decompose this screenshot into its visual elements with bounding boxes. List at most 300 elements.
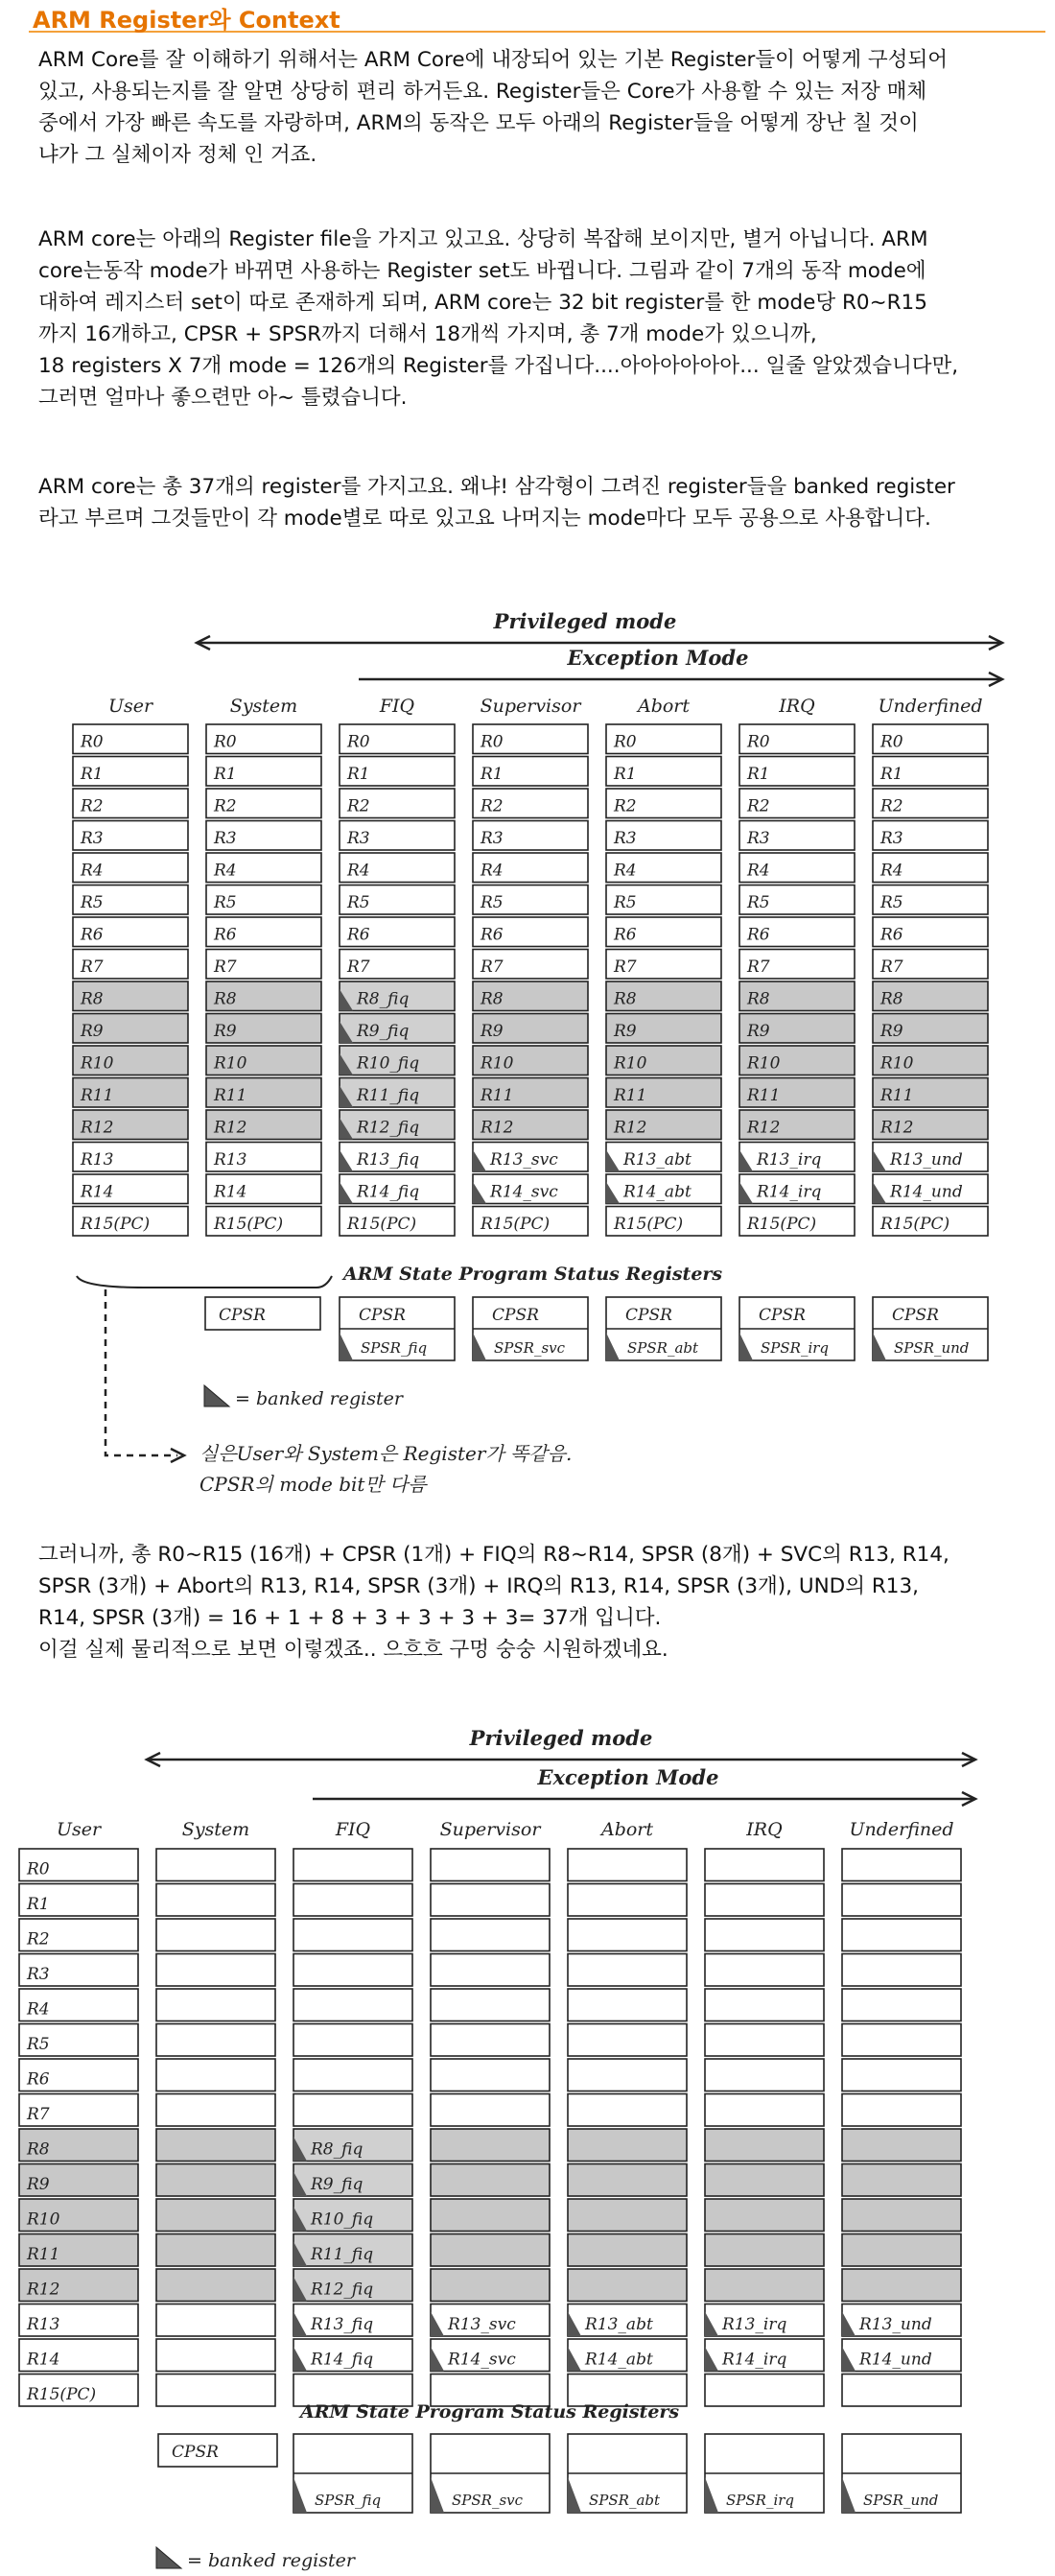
register-cell: [842, 2129, 961, 2162]
register-label: R12_fiq: [311, 2280, 374, 2300]
register-cell: [705, 1989, 824, 2021]
register-cell: [156, 1884, 275, 1917]
psr-group-2: [568, 2434, 687, 2513]
psr-group-3: [705, 2434, 824, 2513]
exception-mode-arrow: [359, 673, 1002, 686]
register-label: R5: [880, 893, 903, 912]
register-column-supervisor: [473, 724, 588, 1236]
register-cell: [431, 1884, 550, 1917]
register-column-system: [206, 724, 321, 1236]
register-label: R8: [481, 989, 504, 1009]
register-label: R8: [214, 989, 237, 1009]
register-cell: [705, 2375, 824, 2407]
register-diagram-physical-svg: [0, 1722, 1055, 2576]
register-cell: [842, 2269, 961, 2302]
note-dashed-arrow: [106, 1289, 177, 1455]
register-label: R5: [27, 2035, 50, 2054]
legend-triangle: [156, 2547, 181, 2568]
register-column-user: [19, 1849, 138, 2406]
register-label: R10: [747, 1053, 781, 1074]
register-cell: [568, 1954, 687, 1987]
register-cell: [293, 1919, 412, 1951]
register-cell: [293, 2059, 412, 2092]
register-cell: [431, 2059, 550, 2092]
register-label: R10: [214, 1053, 247, 1074]
register-column-system: [156, 1849, 275, 2406]
register-label: R2: [214, 796, 237, 816]
register-label: R12: [614, 1118, 647, 1138]
register-column-fiq: [293, 1849, 412, 2406]
privileged-mode-arrow: [147, 1753, 975, 1766]
user-system-brace: [77, 1276, 332, 1288]
register-label: R14_abt: [585, 2350, 653, 2370]
register-label: R0: [747, 732, 770, 752]
register-cell: [431, 2094, 550, 2127]
register-cell: [156, 2269, 275, 2302]
psr-title: ARM State Program Status Registers: [300, 2401, 680, 2422]
register-label: R6: [481, 925, 504, 945]
register-label: R7: [747, 957, 770, 977]
register-column-irq: [739, 724, 855, 1236]
register-label: R13_abt: [623, 1150, 692, 1170]
register-label: R15(PC): [747, 1215, 817, 1234]
register-label: R10: [880, 1053, 914, 1074]
register-label: R15(PC): [614, 1215, 684, 1234]
register-cell: [568, 2094, 687, 2127]
register-label: R12: [27, 2280, 60, 2300]
register-cell: [156, 2304, 275, 2337]
exception-mode-arrow: [313, 1792, 975, 1806]
register-column-supervisor: [431, 1849, 550, 2406]
register-label: R11: [481, 1086, 514, 1105]
register-label: R1: [214, 765, 237, 784]
register-cell: [568, 1849, 687, 1881]
spsr-label: SPSR_abt: [627, 1339, 699, 1357]
register-label: R13_fiq: [311, 2315, 374, 2334]
register-label: R7: [347, 957, 370, 977]
register-cell: [156, 2129, 275, 2162]
register-label: R0: [214, 732, 237, 752]
psr-group-3: [739, 1297, 855, 1360]
legend-triangle: [204, 1385, 229, 1406]
register-cell: [842, 2094, 961, 2127]
register-cell: [431, 1849, 550, 1881]
register-cell: [568, 2234, 687, 2267]
register-cell: [431, 1989, 550, 2021]
register-label: R7: [614, 957, 637, 977]
psr-group-4: [842, 2434, 961, 2513]
register-cell: [431, 2164, 550, 2197]
exception-mode-label: Exception Mode: [537, 1765, 719, 1789]
register-label: R15(PC): [481, 1215, 551, 1234]
register-label: R13: [81, 1150, 114, 1170]
register-cell: [156, 2199, 275, 2232]
register-label: R6: [347, 925, 370, 945]
psr-group-1: [473, 1297, 588, 1360]
register-cell: [842, 1884, 961, 1917]
register-cell: [705, 1849, 824, 1881]
register-label: R12: [481, 1118, 514, 1138]
register-cell: [842, 1989, 961, 2021]
register-label: R8_fiq: [311, 2139, 363, 2160]
register-label: R10: [614, 1053, 647, 1074]
register-label: R13_svc: [490, 1150, 558, 1170]
register-label: R10: [27, 2210, 60, 2230]
register-label: R7: [27, 2105, 50, 2124]
spsr-label: SPSR_und: [863, 2492, 939, 2509]
register-label: R10_fiq: [311, 2210, 374, 2230]
register-cell: [842, 1954, 961, 1987]
register-label: R5: [747, 893, 770, 912]
mode-label-system: System: [229, 696, 298, 717]
register-cell: [156, 2059, 275, 2092]
register-label: R3: [347, 829, 370, 848]
register-label: R2: [27, 1929, 50, 1950]
privileged-mode-label: Privileged mode: [493, 609, 677, 633]
legend-label: = banked register: [235, 1388, 403, 1409]
register-label: R1: [81, 765, 104, 784]
register-label: R13_und: [859, 2315, 932, 2334]
register-label: R7: [214, 957, 237, 977]
register-cell: [705, 2059, 824, 2092]
register-cell: [431, 2129, 550, 2162]
register-label: R6: [214, 925, 237, 945]
register-label: R1: [347, 765, 370, 784]
register-column-user: [73, 724, 188, 1236]
register-label: R4: [81, 861, 104, 881]
register-label: R4: [27, 1999, 50, 2020]
register-cell: [431, 2269, 550, 2302]
register-label: R10: [81, 1053, 114, 1074]
mode-label-abort: Abort: [637, 696, 691, 717]
register-label: R9: [27, 2175, 50, 2194]
register-label: R9: [81, 1022, 104, 1041]
mode-label-supervisor: Supervisor: [480, 696, 581, 717]
register-cell: [705, 2129, 824, 2162]
register-cell: [156, 2024, 275, 2057]
register-label: R7: [880, 957, 903, 977]
register-cell: [842, 2164, 961, 2197]
register-label: R9: [614, 1022, 637, 1041]
register-cell: [293, 1849, 412, 1881]
register-label: R3: [614, 829, 637, 848]
register-cell: [705, 2269, 824, 2302]
register-cell: [568, 1884, 687, 1917]
register-label: R14_abt: [623, 1182, 692, 1202]
register-label: R0: [347, 732, 370, 752]
register-label: R6: [81, 925, 104, 945]
register-label: R13_irq: [722, 2315, 787, 2334]
register-cell: [293, 2024, 412, 2057]
register-cell: [705, 2164, 824, 2197]
register-label: R6: [614, 925, 637, 945]
register-label: R3: [81, 829, 104, 848]
register-label: R9_fiq: [311, 2175, 363, 2194]
spsr-label: SPSR_irq: [726, 2492, 795, 2509]
register-label: R3: [747, 829, 770, 848]
register-column-underfined: [873, 724, 988, 1236]
register-cell: [156, 2234, 275, 2267]
psr-group-1: [431, 2434, 550, 2513]
spsr-label: SPSR_svc: [494, 1339, 566, 1357]
register-label: R0: [614, 732, 637, 752]
register-column-fiq: [340, 724, 455, 1236]
register-label: R8: [614, 989, 637, 1009]
register-label: R5: [81, 893, 104, 912]
mode-label-user: User: [107, 696, 153, 717]
register-cell: [156, 1849, 275, 1881]
exception-mode-label: Exception Mode: [567, 646, 749, 670]
register-label: R9: [214, 1022, 237, 1041]
mode-label-abort: Abort: [600, 1819, 654, 1840]
register-label: R15(PC): [880, 1215, 950, 1234]
psr-group-0: [293, 2434, 412, 2513]
register-label: R15(PC): [27, 2385, 97, 2404]
register-label: R3: [27, 1965, 50, 1984]
register-cell: [431, 2024, 550, 2057]
register-label: R11_fiq: [357, 1086, 420, 1105]
register-cell: [156, 1989, 275, 2021]
register-label: R4: [214, 861, 237, 881]
register-label: R4: [347, 861, 370, 881]
register-label: R4: [747, 861, 770, 881]
register-label: R2: [347, 796, 370, 816]
register-diagram-logical: [0, 604, 1055, 1525]
cpsr-user-label: CPSR: [219, 1306, 266, 1325]
register-label: R0: [81, 732, 104, 752]
register-diagram-physical: [0, 1722, 1055, 2576]
mode-label-fiq: FIQ: [335, 1819, 371, 1840]
register-cell: [842, 1919, 961, 1951]
mode-label-user: User: [56, 1819, 102, 1840]
mode-label-fiq: FIQ: [379, 696, 415, 717]
register-label: R11: [880, 1086, 914, 1105]
register-cell: [156, 2094, 275, 2127]
register-label: R13_fiq: [357, 1150, 420, 1170]
register-label: R6: [27, 2069, 50, 2090]
register-cell: [705, 2024, 824, 2057]
register-label: R0: [481, 732, 504, 752]
register-label: R1: [27, 1895, 50, 1914]
register-label: R0: [27, 1859, 50, 1879]
cpsr-label: CPSR: [892, 1306, 939, 1325]
register-label: R14_svc: [490, 1182, 558, 1202]
register-label: R5: [214, 893, 237, 912]
register-cell: [568, 2129, 687, 2162]
register-label: R13_irq: [757, 1150, 822, 1170]
register-label: R11: [747, 1086, 781, 1105]
register-cell: [568, 2024, 687, 2057]
spsr-label: SPSR_fiq: [315, 2492, 382, 2509]
register-cell: [568, 1989, 687, 2021]
paragraph-count: 그러니까, 총 R0~R15 (16개) + CPSR (1개) + FIQ의 R8~R14, SPSR (8개) + SVC의 R13, R14, SPSR (3개) + Abort의 R13, R14, SPSR (3개) + IRQ의 R13, R14, SPSR (3개), UND의 R13, R14, SPSR (3개) = 16 + 1 + 8 + 3 + 3 + 3 + 3= 37개 입니다. 이걸 실제 물리적으로 보면 이렇겠죠.. 으흐흐 구멍 숭숭 시원하겠네요.: [38, 1543, 950, 1662]
mode-label-system: System: [181, 1819, 250, 1840]
register-cell: [705, 1884, 824, 1917]
register-label: R12: [880, 1118, 914, 1138]
mode-label-underfined: Underfined: [849, 1819, 954, 1840]
register-cell: [568, 2199, 687, 2232]
register-cell: [705, 1954, 824, 1987]
register-label: R4: [481, 861, 504, 881]
register-label: R14: [214, 1182, 247, 1202]
register-cell: [156, 2375, 275, 2407]
register-label: R2: [747, 796, 770, 816]
register-label: R3: [214, 829, 237, 848]
register-label: R13_abt: [585, 2315, 653, 2334]
register-label: R1: [747, 765, 770, 784]
register-label: R0: [880, 732, 903, 752]
register-label: R13: [214, 1150, 247, 1170]
legend-label: = banked register: [187, 2550, 355, 2571]
register-label: R8_fiq: [357, 989, 410, 1009]
register-label: R14_und: [890, 1182, 963, 1202]
register-label: R4: [880, 861, 903, 881]
register-label: R2: [81, 796, 104, 816]
register-label: R8: [81, 989, 104, 1009]
register-label: R4: [614, 861, 637, 881]
register-cell: [431, 2199, 550, 2232]
register-cell: [705, 2094, 824, 2127]
register-label: R1: [614, 765, 637, 784]
register-label: R14_svc: [448, 2350, 516, 2370]
register-cell: [842, 1849, 961, 1881]
register-label: R14: [27, 2350, 60, 2370]
spsr-label: SPSR_irq: [761, 1339, 830, 1357]
register-cell: [431, 1954, 550, 1987]
register-label: R9_fiq: [357, 1022, 410, 1041]
register-label: R14_und: [859, 2350, 932, 2370]
register-label: R5: [614, 893, 637, 912]
psr-group-0: [340, 1297, 455, 1360]
note-line-2: CPSR의 mode bit만 다름: [199, 1473, 427, 1496]
register-cell: [156, 1919, 275, 1951]
cpsr-label: CPSR: [625, 1306, 672, 1325]
register-label: R12: [81, 1118, 114, 1138]
register-label: R15(PC): [347, 1215, 417, 1234]
register-cell: [293, 2094, 412, 2127]
register-label: R8: [747, 989, 770, 1009]
register-label: R2: [614, 796, 637, 816]
register-label: R9: [880, 1022, 903, 1041]
register-column-irq: [705, 1849, 824, 2406]
register-cell: [705, 1919, 824, 1951]
register-label: R14: [81, 1182, 114, 1202]
register-cell: [568, 2164, 687, 2197]
register-cell: [431, 1919, 550, 1951]
register-label: R9: [747, 1022, 770, 1041]
register-label: R15(PC): [214, 1215, 284, 1234]
register-cell: [156, 1954, 275, 1987]
register-label: R10: [481, 1053, 514, 1074]
register-label: R14_fiq: [311, 2350, 374, 2370]
register-label: R11: [214, 1086, 247, 1105]
register-label: R7: [481, 957, 504, 977]
register-label: R10_fiq: [357, 1053, 420, 1074]
register-cell: [568, 2059, 687, 2092]
spsr-label: SPSR_svc: [452, 2492, 524, 2509]
mode-label-irq: IRQ: [746, 1819, 783, 1840]
cpsr-label: CPSR: [492, 1306, 539, 1325]
register-label: R11: [81, 1086, 114, 1105]
psr-group-2: [606, 1297, 721, 1360]
register-label: R5: [481, 893, 504, 912]
register-cell: [842, 2199, 961, 2232]
spsr-label: SPSR_fiq: [361, 1339, 428, 1357]
register-label: R8: [27, 2139, 50, 2160]
register-label: R2: [880, 796, 903, 816]
mode-label-supervisor: Supervisor: [439, 1819, 541, 1840]
register-label: R11: [27, 2245, 60, 2264]
register-cell: [431, 2234, 550, 2267]
register-label: R13_und: [890, 1150, 963, 1170]
note-line-1: 실은User와 System은 Register가 똑같음.: [199, 1442, 573, 1465]
register-cell: [568, 1919, 687, 1951]
register-label: R11: [614, 1086, 647, 1105]
register-label: R12_fiq: [357, 1118, 420, 1138]
cpsr-label: CPSR: [359, 1306, 406, 1325]
privileged-mode-label: Privileged mode: [469, 1726, 653, 1750]
cpsr-user-label: CPSR: [172, 2443, 219, 2462]
register-cell: [842, 2059, 961, 2092]
paragraph-register-file: ARM core는 아래의 Register file을 가지고 있고요. 상당히 복잡해 보이지만, 별거 아닙니다. ARM core는동작 mode가 바뀌면 사용하는 Register set도 바뀝니다. 그림과 같이 7개의 동작 mode에 대하여 레지스터 set이 따로 존재하게 되며, ARM core는 32 bit register를 한 mode당 R0~R15 까지 16개하고, CPSR + SPSR까지 더해서 18개씩 가지며, 총 7개 mode가 있으니까, 18 registers X 7개 mode = 126개의 Register를 가집니다....아아아아아아... 일줄 알았겠습니다만, 그러면 얼마나 좋으련만 아~ 틀렸습니다.: [38, 227, 959, 410]
spsr-label: SPSR_abt: [589, 2492, 661, 2509]
register-label: R1: [880, 765, 903, 784]
register-label: R6: [747, 925, 770, 945]
register-cell: [293, 1989, 412, 2021]
register-label: R7: [81, 957, 104, 977]
register-label: R12: [214, 1118, 247, 1138]
register-cell: [842, 2234, 961, 2267]
register-cell: [156, 2339, 275, 2372]
register-label: R11_fiq: [311, 2245, 374, 2264]
register-label: R14_irq: [757, 1182, 822, 1202]
register-cell: [705, 2234, 824, 2267]
register-label: R8: [880, 989, 903, 1009]
register-cell: [705, 2199, 824, 2232]
register-label: R3: [880, 829, 903, 848]
register-column-underfined: [842, 1849, 961, 2406]
register-label: R5: [347, 893, 370, 912]
register-cell: [842, 2375, 961, 2407]
register-label: R13_svc: [448, 2315, 516, 2334]
register-label: R14_irq: [722, 2350, 787, 2370]
section-title: ARM Register와 Context: [33, 7, 340, 34]
register-label: R2: [481, 796, 504, 816]
psr-title: ARM State Program Status Registers: [343, 1264, 723, 1285]
register-label: R14_fiq: [357, 1182, 420, 1202]
section-heading: [29, 0, 1045, 33]
register-diagram-logical-svg: [0, 604, 1055, 1525]
cpsr-label: CPSR: [759, 1306, 806, 1325]
mode-label-irq: IRQ: [779, 696, 815, 717]
paragraph-intro: ARM Core를 잘 이해하기 위해서는 ARM Core에 내장되어 있는 기본 Register들이 어떻게 구성되어 있고, 사용되는지를 잘 알면 상당히 편리 하거든요. Register들은 Core가 사용할 수 있는 저장 매체 중에서 가장 빠른 속도를 자랑하며, ARM의 동작은 모두 아래의 Register들을 어떻게 장난 칠 것이 냐가 그 실체이자 정체 인 거죠.: [38, 48, 948, 167]
register-column-abort: [568, 1849, 687, 2406]
spsr-label: SPSR_und: [894, 1339, 970, 1357]
register-label: R3: [481, 829, 504, 848]
psr-group-4: [873, 1297, 988, 1360]
register-label: R9: [481, 1022, 504, 1041]
register-cell: [293, 1954, 412, 1987]
register-label: R15(PC): [81, 1215, 151, 1234]
register-cell: [842, 2024, 961, 2057]
register-label: R1: [481, 765, 504, 784]
mode-label-underfined: Underfined: [878, 696, 983, 717]
register-label: R6: [880, 925, 903, 945]
register-label: R12: [747, 1118, 781, 1138]
register-column-abort: [606, 724, 721, 1236]
register-cell: [156, 2164, 275, 2197]
register-label: R13: [27, 2315, 60, 2334]
